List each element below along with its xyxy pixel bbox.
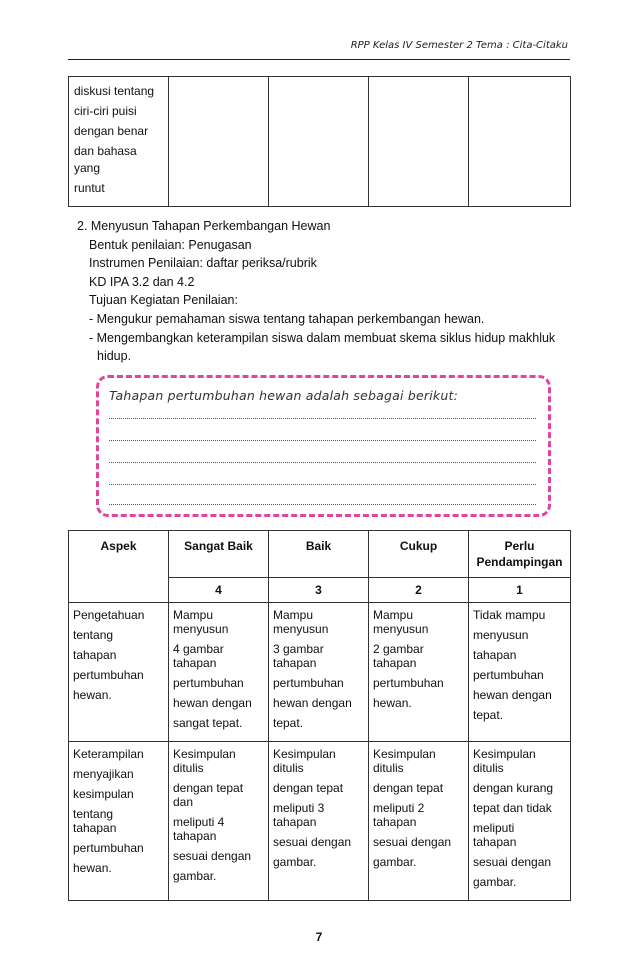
purpose-label: Tujuan Kegiatan Penilaian: (89, 293, 238, 308)
cell-line: dengan tepat (173, 781, 244, 795)
cell-line: dengan benar (74, 124, 149, 138)
score-cell: 3 (269, 578, 369, 603)
cell-line: kesimpulan (73, 787, 134, 801)
cell-line: tahapan (373, 815, 417, 829)
running-header: RPP Kelas IV Semester 2 Tema : Cita-Citaku (350, 40, 568, 51)
rubric-cell (269, 603, 369, 742)
rubric-header-row (69, 531, 571, 578)
rubric-cell (169, 742, 269, 901)
cell-line: sesuai dengan (373, 835, 452, 849)
cell-line: diskusi tentang (74, 84, 155, 98)
cell-line: menyusun (373, 622, 429, 636)
score-cell: 1 (469, 578, 571, 603)
cell-line: hewan. (73, 861, 112, 875)
header-needs-help-line: Pendampingan (476, 555, 563, 569)
cell-line: yang (74, 161, 101, 175)
cell-line: tentang (73, 628, 114, 642)
cell-line: Kesimpulan (273, 747, 336, 761)
cell-line: gambar. (173, 869, 217, 883)
cell-line: hewan dengan (273, 696, 352, 710)
cell-line: ditulis (173, 761, 204, 775)
aspect-cell (69, 742, 169, 901)
cell-line: tahapan (273, 656, 317, 670)
cell-line: Pengetahuan (73, 608, 145, 622)
cell-line: Kesimpulan (373, 747, 436, 761)
cell-line: gambar. (373, 855, 417, 869)
cell-line: Kesimpulan (173, 747, 236, 761)
cell-line: pertumbuhan (273, 676, 344, 690)
header-good: Baik (269, 531, 369, 578)
purpose-bullet-continuation: hidup. (97, 349, 132, 364)
cell-line: hewan dengan (173, 696, 252, 710)
cell-line: Mampu (273, 608, 314, 622)
cell-line: tahapan (173, 656, 217, 670)
assessment-section (77, 217, 569, 366)
answer-line (109, 462, 536, 463)
cell-line: hewan. (373, 696, 412, 710)
answer-line (109, 504, 536, 505)
cell-line: dengan kurang (473, 781, 554, 795)
cell-line: pertumbuhan (373, 676, 444, 690)
purpose-bullet: - Mengukur pemahaman siswa tentang tahapan perkembangan hewan. (89, 311, 485, 326)
cell-line: sesuai dengan (273, 835, 352, 849)
cell-line: tahapan (73, 821, 117, 835)
cell-line: pertumbuhan (73, 668, 144, 682)
cell-line: 3 gambar (273, 642, 324, 656)
cell-line: ditulis (473, 761, 504, 775)
rubric-cell (169, 603, 269, 742)
header-needs-help (469, 531, 571, 578)
cell-line: hewan. (73, 688, 112, 702)
assessment-form: Bentuk penilaian: Penugasan (89, 237, 252, 252)
cell-line: tepat. (473, 708, 504, 722)
cell-line: tepat dan tidak (473, 801, 552, 815)
table-cell (269, 77, 369, 207)
cell-line: gambar. (473, 875, 517, 889)
table-cell (169, 77, 269, 207)
table-row (69, 742, 571, 901)
cell-line: Tidak mampu (473, 608, 546, 622)
cell-line: ciri-ciri puisi (74, 104, 137, 118)
cell-line: meliputi 2 (373, 801, 425, 815)
header-rule (68, 59, 570, 60)
cell-line: dan (173, 795, 194, 809)
cell-line: hewan dengan (473, 688, 552, 702)
cell-line: pertumbuhan (73, 841, 144, 855)
rubric-table (68, 530, 571, 901)
header-very-good: Sangat Baik (169, 531, 269, 578)
cell-line: menyusun (273, 622, 329, 636)
cell-line: tahapan (473, 835, 517, 849)
cell-line: tahapan (73, 648, 117, 662)
table-cell (469, 77, 571, 207)
cell-line: sesuai dengan (173, 849, 252, 863)
answer-line (109, 440, 536, 441)
cell-line: dan bahasa (74, 144, 137, 158)
cell-line: Mampu (373, 608, 414, 622)
section-title: 2. Menyusun Tahapan Perkembangan Hewan (77, 219, 331, 233)
rubric-cell (369, 603, 469, 742)
purpose-bullet: - Mengembangkan keterampilan siswa dalam membuat skema siklus hidup makhluk (89, 330, 556, 345)
cell-line: tahapan (273, 815, 317, 829)
cell-line: dengan tepat (373, 781, 444, 795)
table-row (69, 603, 571, 742)
cell-line: ditulis (373, 761, 404, 775)
rubric-cell (469, 742, 571, 901)
cell-line: meliputi (473, 821, 515, 835)
cell-line: sangat tepat. (173, 716, 243, 730)
cell-line: menyusun (173, 622, 229, 636)
cell-line: Mampu (173, 608, 214, 622)
table-cell (369, 77, 469, 207)
top-continuation-table (68, 76, 571, 207)
rubric-cell (469, 603, 571, 742)
assessment-instrument: Instrumen Penilaian: daftar periksa/rubrik (89, 256, 317, 271)
worksheet-title: Tahapan pertumbuhan hewan adalah sebagai berikut: (109, 388, 458, 403)
header-enough: Cukup (369, 531, 469, 578)
cell-line: tahapan (373, 656, 417, 670)
table-row (69, 77, 571, 207)
rubric-cell (369, 742, 469, 901)
answer-line (109, 484, 536, 485)
aspect-cell (69, 603, 169, 742)
competency-kd: KD IPA 3.2 dan 4.2 (89, 274, 195, 289)
cell-line: Kesimpulan (473, 747, 536, 761)
table-cell (69, 77, 169, 207)
worksheet-box (96, 375, 551, 517)
cell-line: tentang (73, 807, 114, 821)
answer-line (109, 418, 536, 419)
cell-line: meliputi 4 (173, 815, 225, 829)
cell-line: dengan tepat (273, 781, 344, 795)
cell-line: menyusun (473, 628, 529, 642)
cell-line: pertumbuhan (473, 668, 544, 682)
rubric-cell (269, 742, 369, 901)
header-aspect: Aspek (69, 531, 169, 603)
cell-line: Keterampilan (73, 747, 144, 761)
cell-line: menyajikan (73, 767, 134, 781)
cell-line: tahapan (173, 829, 217, 843)
cell-line: sesuai dengan (473, 855, 552, 869)
cell-line: ditulis (273, 761, 304, 775)
cell-line: tahapan (473, 648, 517, 662)
page-number: 7 (315, 930, 323, 944)
score-cell: 2 (369, 578, 469, 603)
cell-line: 2 gambar (373, 642, 424, 656)
cell-line: 4 gambar (173, 642, 224, 656)
cell-line: pertumbuhan (173, 676, 244, 690)
score-cell: 4 (169, 578, 269, 603)
cell-line: gambar. (273, 855, 317, 869)
cell-line: meliputi 3 (273, 801, 325, 815)
header-needs-help-line: Perlu (504, 539, 535, 553)
cell-line: runtut (74, 181, 105, 195)
cell-line: tepat. (273, 716, 304, 730)
